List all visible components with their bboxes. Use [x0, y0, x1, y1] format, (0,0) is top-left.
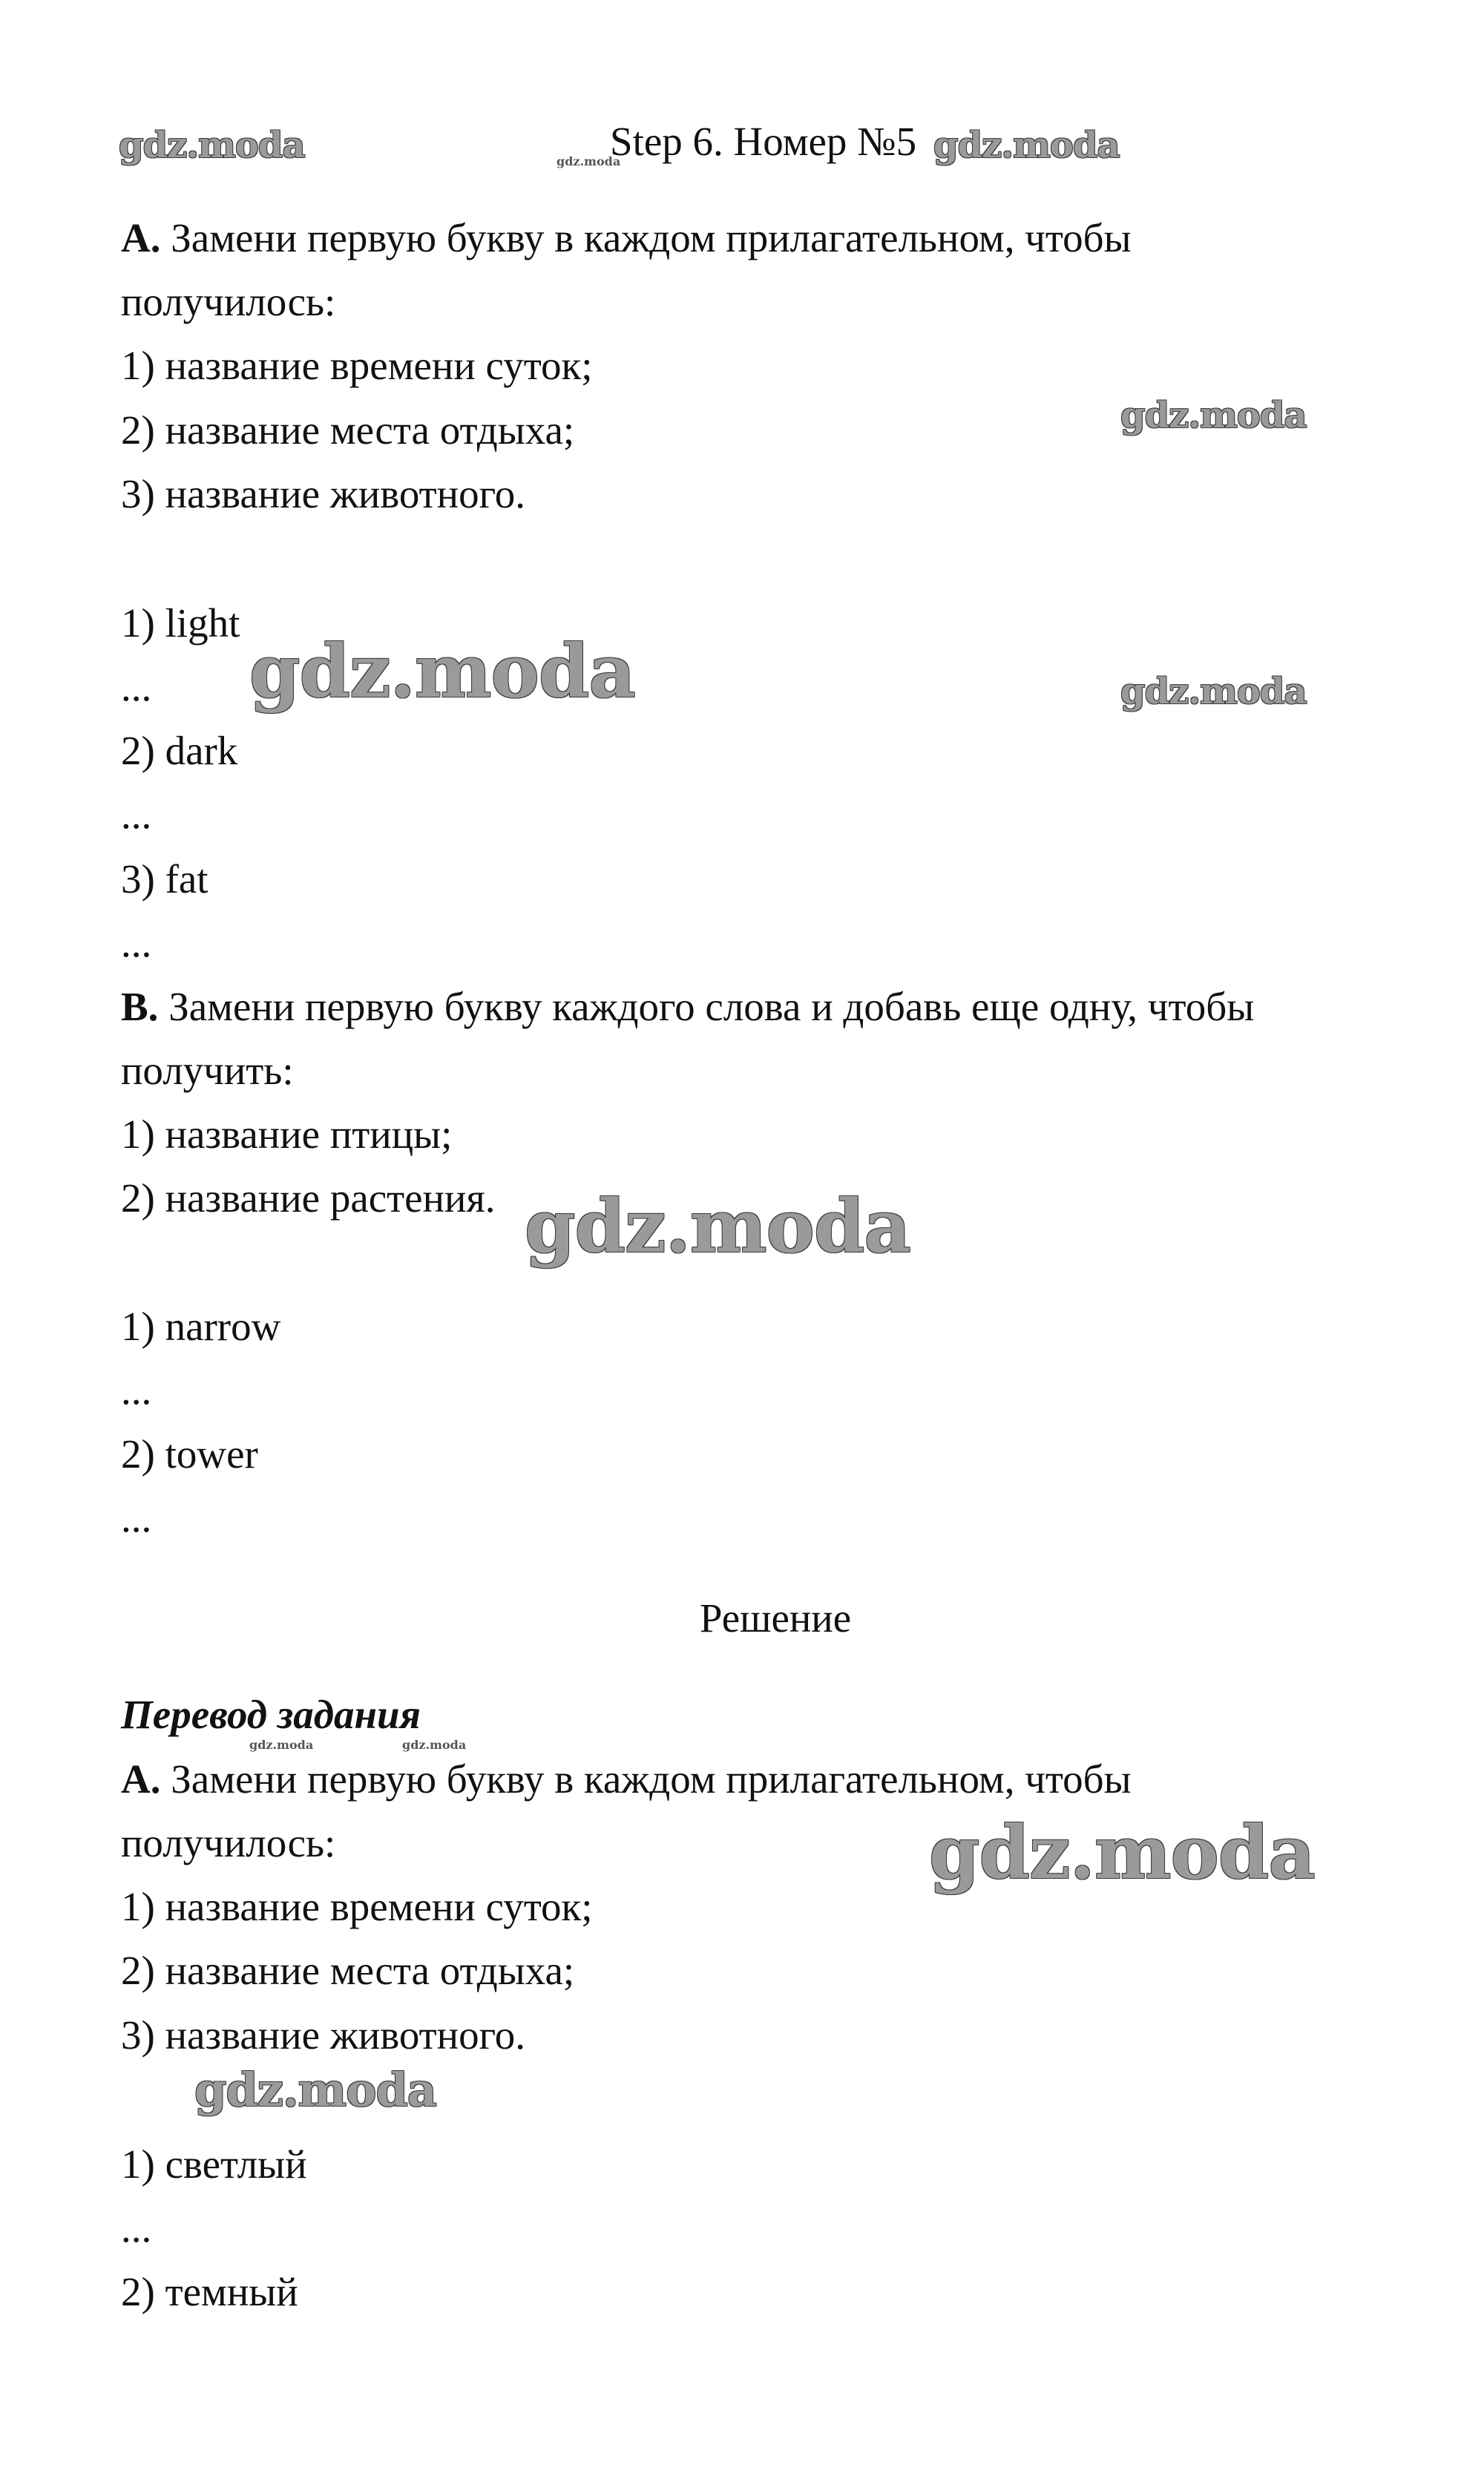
watermark: gdz.moda	[402, 1738, 467, 1752]
solution-a-instruction	[121, 1753, 1132, 1805]
task-a-answer-2: ...	[121, 792, 152, 837]
task-a-item-3: 3) название животного.	[121, 471, 526, 516]
task-b-word-2: 2) tower	[121, 1431, 258, 1477]
solution-a-answer-1: ...	[121, 2205, 152, 2251]
task-a-label: A.	[121, 215, 161, 260]
task-a-instruction-line2: получилось:	[121, 279, 336, 324]
watermark: gdz.moda	[194, 2063, 436, 2117]
solution-a-instruction-line2: получилось:	[121, 1820, 336, 1865]
task-a-word-1: 1) light	[121, 600, 240, 646]
solution-a-item-2: 2) название места отдыха;	[121, 1948, 575, 1993]
solution-a-word-2: 2) темный	[121, 2269, 298, 2314]
watermark: gdz.moda	[525, 1184, 910, 1270]
task-a-item-1: 1) название времени суток;	[121, 343, 593, 388]
watermark: gdz.moda	[1120, 671, 1307, 712]
task-b-instruction-line1: Замени первую букву каждого слова и добавь еще одну, чтобы	[168, 984, 1255, 1029]
watermark: gdz.moda	[1120, 395, 1307, 436]
watermark: gdz.moda	[929, 1811, 1315, 1896]
task-b-label: B.	[121, 984, 159, 1029]
task-b-answer-2: ...	[121, 1495, 152, 1540]
task-a-instruction-line1: Замени первую букву в каждом прилагательном, чтобы	[171, 215, 1132, 260]
page-title: Step 6. Номер №5	[610, 119, 917, 164]
task-a-word-2: 2) dark	[121, 728, 238, 773]
task-a-item-2: 2) название места отдыха;	[121, 407, 575, 453]
task-a-answer-3: ...	[121, 920, 152, 965]
translation-heading: Перевод задания	[121, 1692, 421, 1737]
watermark: gdz.moda	[933, 125, 1120, 166]
solution-a-item-1: 1) название времени суток;	[121, 1884, 593, 1929]
watermark: gdz.moda	[249, 1738, 314, 1752]
task-b-instruction-line2: получить:	[121, 1048, 294, 1093]
task-a-word-3: 3) fat	[121, 856, 209, 902]
watermark: gdz.moda	[556, 154, 621, 168]
solution-a-instruction-line1: Замени первую букву в каждом прилагательном, чтобы	[171, 1756, 1132, 1802]
watermark: gdz.moda	[249, 629, 635, 715]
solution-heading: Решение	[699, 1595, 852, 1641]
task-a-answer-1: ...	[121, 664, 152, 709]
watermark: gdz.moda	[119, 125, 305, 166]
solution-a-label: A.	[121, 1756, 161, 1802]
task-b-word-1: 1) narrow	[121, 1304, 281, 1349]
task-a-instruction	[121, 212, 1132, 264]
solution-a-item-3: 3) название животного.	[121, 2012, 526, 2058]
task-b-instruction	[121, 981, 1254, 1033]
solution-a-word-1: 1) светлый	[121, 2141, 307, 2187]
task-b-item-1: 1) название птицы;	[121, 1112, 453, 1157]
task-b-answer-1: ...	[121, 1368, 152, 1413]
task-b-item-2: 2) название растения.	[121, 1175, 496, 1221]
